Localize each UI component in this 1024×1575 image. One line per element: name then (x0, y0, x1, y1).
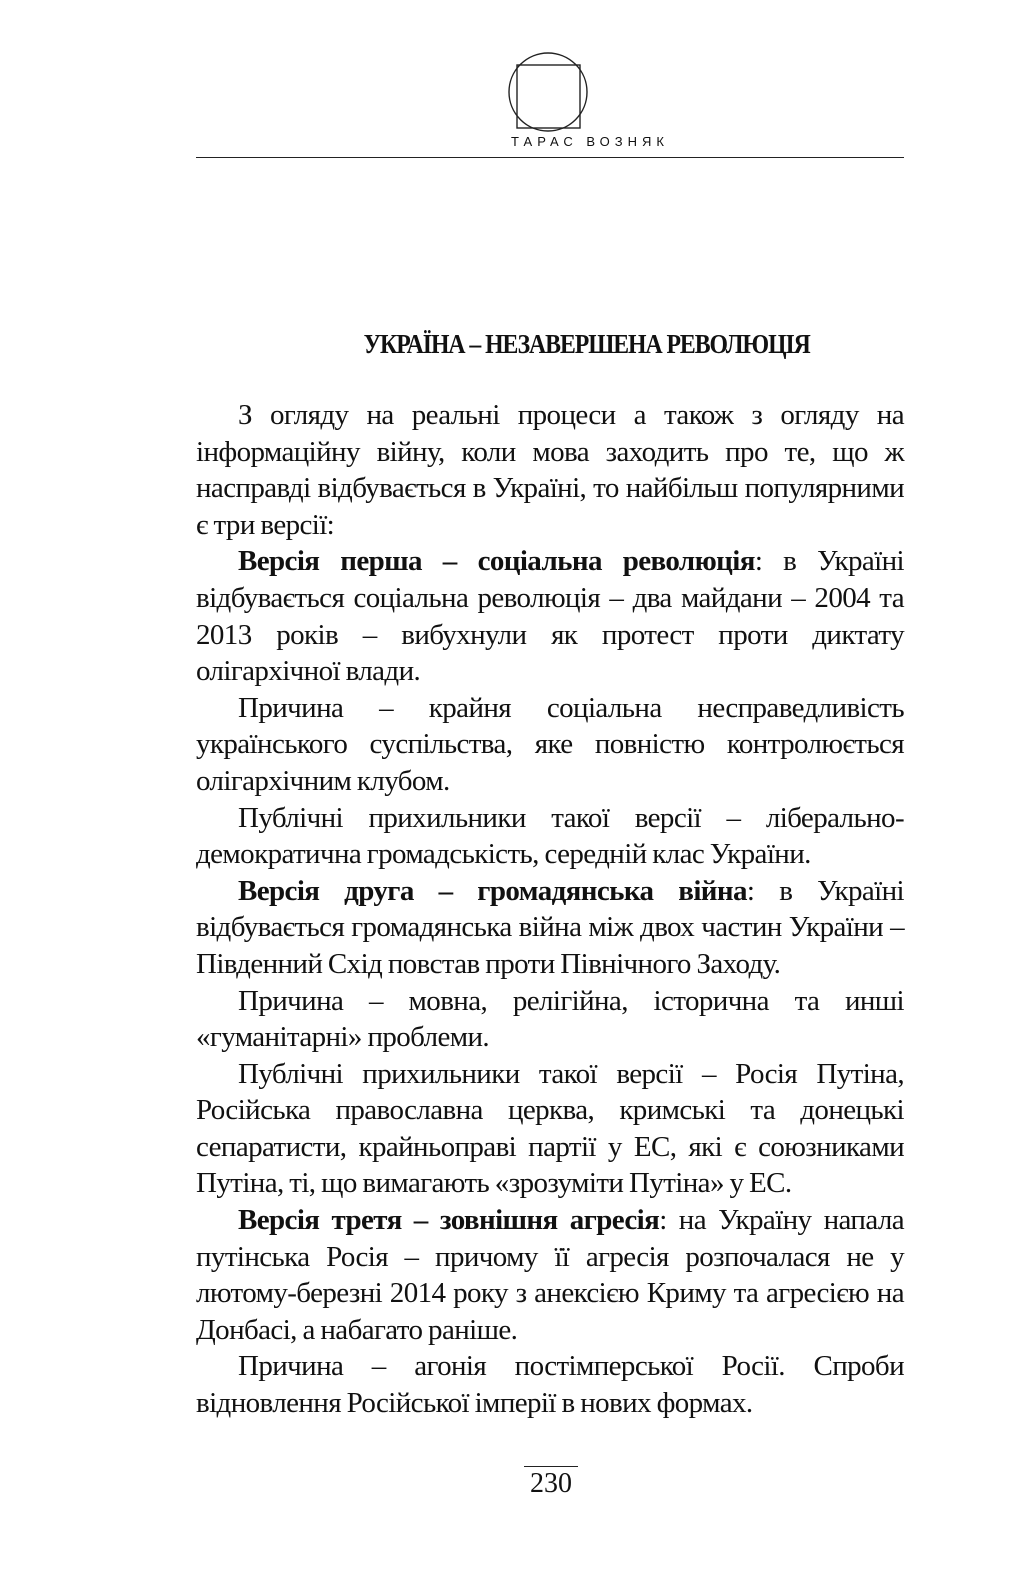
running-header-author: ТАРАС ВОЗНЯК (511, 134, 669, 149)
paragraph-1: З огляду на реальні процеси а також з огляду на інформаційну війну, коли мова заходить про те, що ж насправді відбувається в Україні, то найбільш популярними є три версії: (196, 399, 904, 541)
version-heading: Версія перша – соціальна революція (238, 545, 755, 578)
header-rule (196, 157, 904, 158)
page-number: 230 (196, 1466, 904, 1500)
paragraph-6: Причина – мовна, релігійна, історична та инші «гуманітарні» проблеми. (196, 984, 904, 1054)
paragraph-2: Версія перша – соціальна революція: в Україні відбувається соціальна революція – два майдани – 2004 та 2013 років – вибухнули як протест проти диктату олігархічної влади. (196, 545, 904, 688)
paragraph-4: Публічні прихильники такої версії – ліберально-демократична громадськість, середній клас України. (196, 801, 904, 871)
paragraph-8: Версія третя – зовнішня агресія: на Україну напала путінська Росія – причому її агресія розпочалася не у лютому-березні 2014 року з анексією Криму та агресією на Донбасі, а набагато раніше. (196, 1204, 904, 1346)
ornament-icon (508, 48, 588, 148)
body-text (196, 397, 904, 1422)
paragraph-5: Версія друга – громадянська війна: в Україні відбувається громадянська війна між двох частин України – Південний Схід повстав проти Північного Заходу. (196, 874, 904, 980)
chapter-title: УКРАЇНА – НЕЗАВЕРШЕНА РЕВОЛЮЦІЯ (363, 329, 810, 359)
version-heading: Версія друга – громадянська війна (238, 874, 747, 907)
paragraph-3: Причина – крайня соціальна несправедливість українського суспільства, яке повністю контролюється олігархічним клубом. (196, 691, 904, 797)
version-heading: Версія третя – зовнішня агресія (238, 1204, 660, 1237)
paragraph-9: Причина – агонія постімперської Росії. Спроби відновлення Російської імперії в нових формах. (196, 1350, 904, 1420)
paragraph-7: Публічні прихильники такої версії – Росія Путіна, Російська православна церква, кримські та донецькі сепаратисти, крайньоправі партії у ЕС, які є союзниками Путіна, ті, що вимагають «зрозуміти Путіна» у ЕС. (196, 1057, 904, 1200)
